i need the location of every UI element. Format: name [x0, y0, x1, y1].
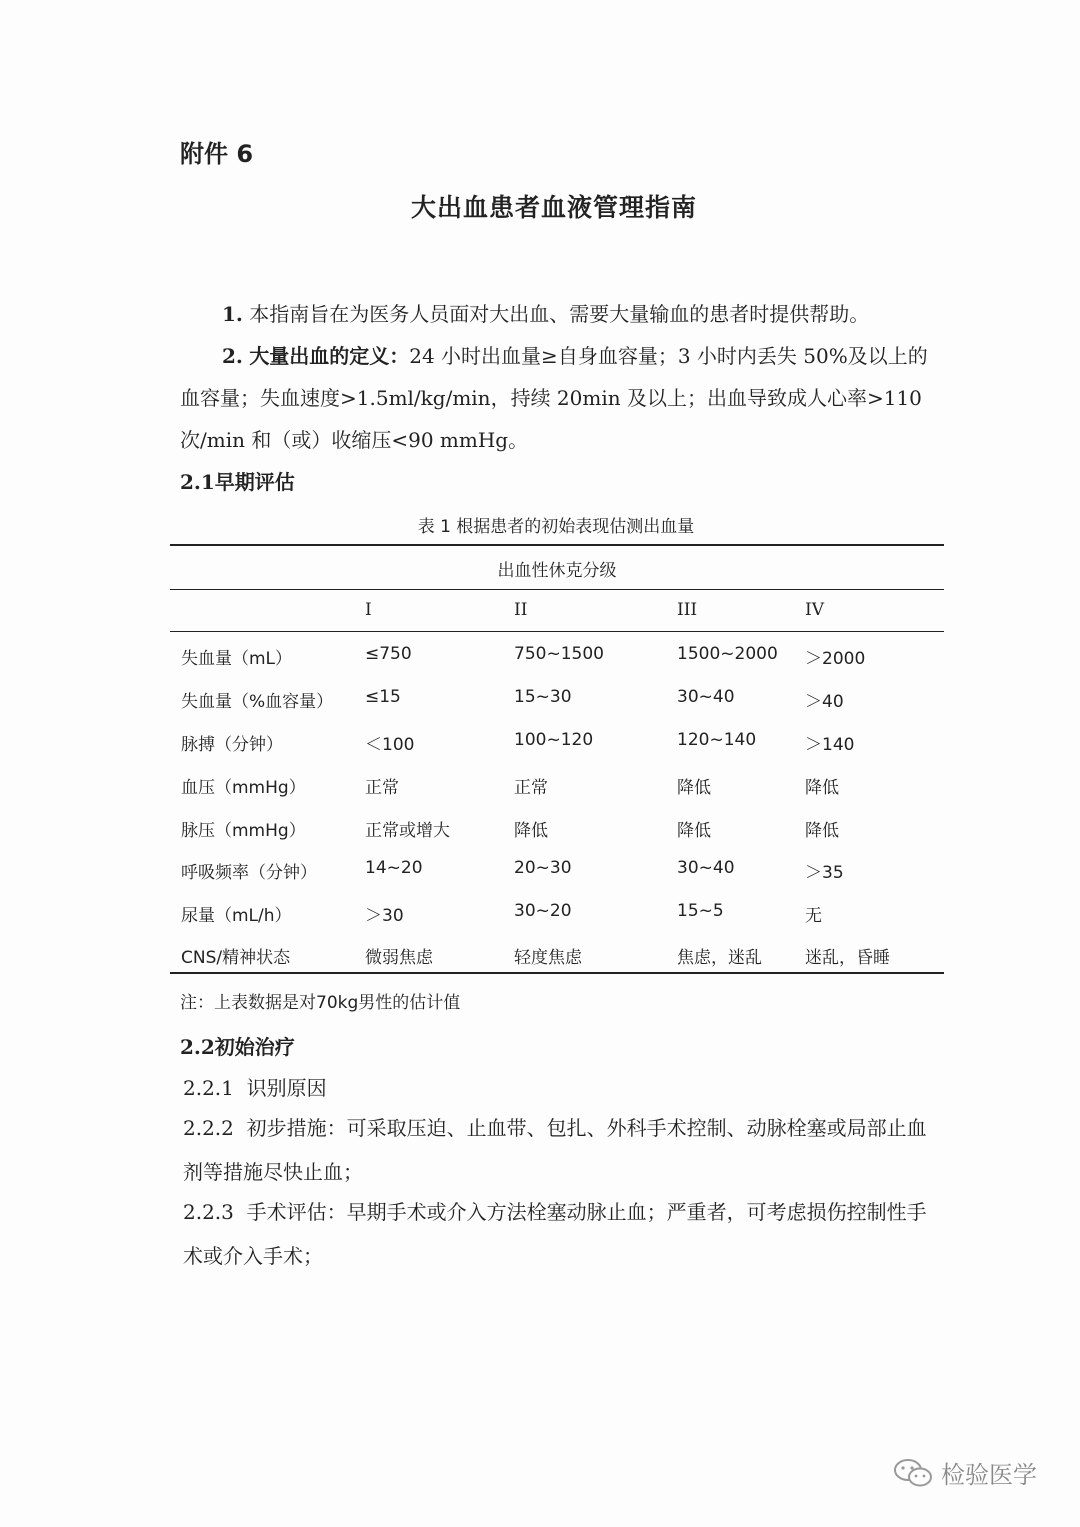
table-cell: 20~30 — [514, 858, 572, 878]
paragraph-number: 2. — [222, 344, 243, 368]
table-cell: 降低 — [805, 821, 839, 841]
table-cell: 120~140 — [677, 730, 757, 750]
grade-header: III — [677, 600, 698, 620]
section-heading-2-1: 2.1早期评估 — [180, 470, 295, 494]
table-cell: 1500~2000 — [677, 644, 778, 664]
item-number: 2.2.3 — [183, 1200, 234, 1224]
row-label: CNS/精神状态 — [181, 948, 291, 968]
table-cell: 降低 — [677, 778, 711, 798]
row-label: 失血量（%血容量） — [181, 692, 334, 712]
table-cell: ＞35 — [805, 863, 844, 883]
table-top-rule — [170, 544, 944, 546]
table-cell: 微弱焦虑 — [365, 948, 433, 968]
table-cell: 30~40 — [677, 858, 735, 878]
list-item — [183, 1190, 943, 1278]
paragraph-text: 本指南旨在为医务人员面对大出血、需要大量输血的患者时提供帮助。 — [249, 302, 870, 326]
row-label: 尿量（mL/h） — [181, 906, 292, 926]
item-text: 初步措施：可采取压迫、止血带、包扎、外科手术控制、动脉栓塞或局部止血剂等措施尽快止血； — [183, 1116, 927, 1184]
table-cell: 100~120 — [514, 730, 594, 750]
intro-paragraph-1 — [180, 293, 940, 335]
row-label: 脉压（mmHg） — [181, 821, 306, 841]
table-cell: ≤15 — [365, 687, 401, 707]
table-bottom-rule — [170, 972, 944, 974]
table-cell: 14~20 — [365, 858, 423, 878]
table-cell: 降低 — [514, 821, 548, 841]
table-rule — [170, 631, 944, 632]
grade-header: II — [514, 600, 528, 620]
table-cell: 15~5 — [677, 901, 724, 921]
table-note: 注：上表数据是对70kg男性的估计值 — [180, 993, 461, 1013]
table-cell: 750~1500 — [514, 644, 604, 664]
row-label: 脉搏（分钟） — [181, 735, 283, 755]
page-title: 大出血患者血液管理指南 — [410, 193, 697, 222]
table-cell: 轻度焦虑 — [514, 948, 582, 968]
table-cell: 正常 — [365, 778, 399, 798]
table-cell: 正常 — [514, 778, 548, 798]
table-cell: ＞30 — [365, 906, 404, 926]
table-cell: 30~40 — [677, 687, 735, 707]
definition-label: 大量出血的定义： — [249, 344, 410, 368]
row-label: 失血量（mL） — [181, 649, 293, 669]
paragraph-text: 24 小时出血量≥自身血容量；3 小时内丢失 50%及以上的血容量；失血速度>1.5ml/kg/min，持续 20min 及以上；出血导致成人心率>110 次/min 和（或）收缩压<90 mmHg。 — [180, 344, 928, 452]
table-cell: 15~30 — [514, 687, 572, 707]
table-cell: ＞2000 — [805, 649, 866, 669]
watermark — [893, 1455, 1037, 1490]
table-group-header: 出血性休克分级 — [497, 561, 617, 581]
table-cell: ＜100 — [365, 735, 415, 755]
list-item — [183, 1106, 943, 1194]
section-heading-2-2: 2.2初始治疗 — [180, 1035, 295, 1059]
intro-paragraph-2 — [180, 335, 940, 461]
item-text: 手术评估：早期手术或介入方法栓塞动脉止血；严重者，可考虑损伤控制性手术或介入手术； — [183, 1200, 927, 1268]
table-cell: 降低 — [805, 778, 839, 798]
grade-header: I — [365, 600, 372, 620]
attachment-label: 附件 6 — [180, 140, 254, 168]
row-label: 血压（mmHg） — [181, 778, 306, 798]
row-label: 呼吸频率（分钟） — [181, 863, 317, 883]
table-cell: 迷乱，昏睡 — [805, 948, 890, 968]
table-caption: 表 1 根据患者的初始表现估测出血量 — [417, 517, 695, 537]
table-cell: 无 — [805, 906, 822, 926]
watermark-text: 检验医学 — [941, 1461, 1037, 1489]
wechat-icon — [893, 1458, 933, 1488]
table-cell: ＞140 — [805, 735, 855, 755]
table-cell: 30~20 — [514, 901, 572, 921]
item-text: 识别原因 — [246, 1076, 327, 1100]
list-item — [183, 1066, 943, 1110]
table-cell: 焦虑，迷乱 — [677, 948, 762, 968]
table-cell: ≤750 — [365, 644, 412, 664]
table-rule — [170, 589, 944, 590]
paragraph-number: 1. — [222, 302, 243, 326]
item-number: 2.2.1 — [183, 1076, 234, 1100]
item-number: 2.2.2 — [183, 1116, 234, 1140]
table-cell: 降低 — [677, 821, 711, 841]
grade-header: IV — [805, 600, 824, 620]
table-cell: ＞40 — [805, 692, 844, 712]
table-cell: 正常或增大 — [365, 821, 450, 841]
